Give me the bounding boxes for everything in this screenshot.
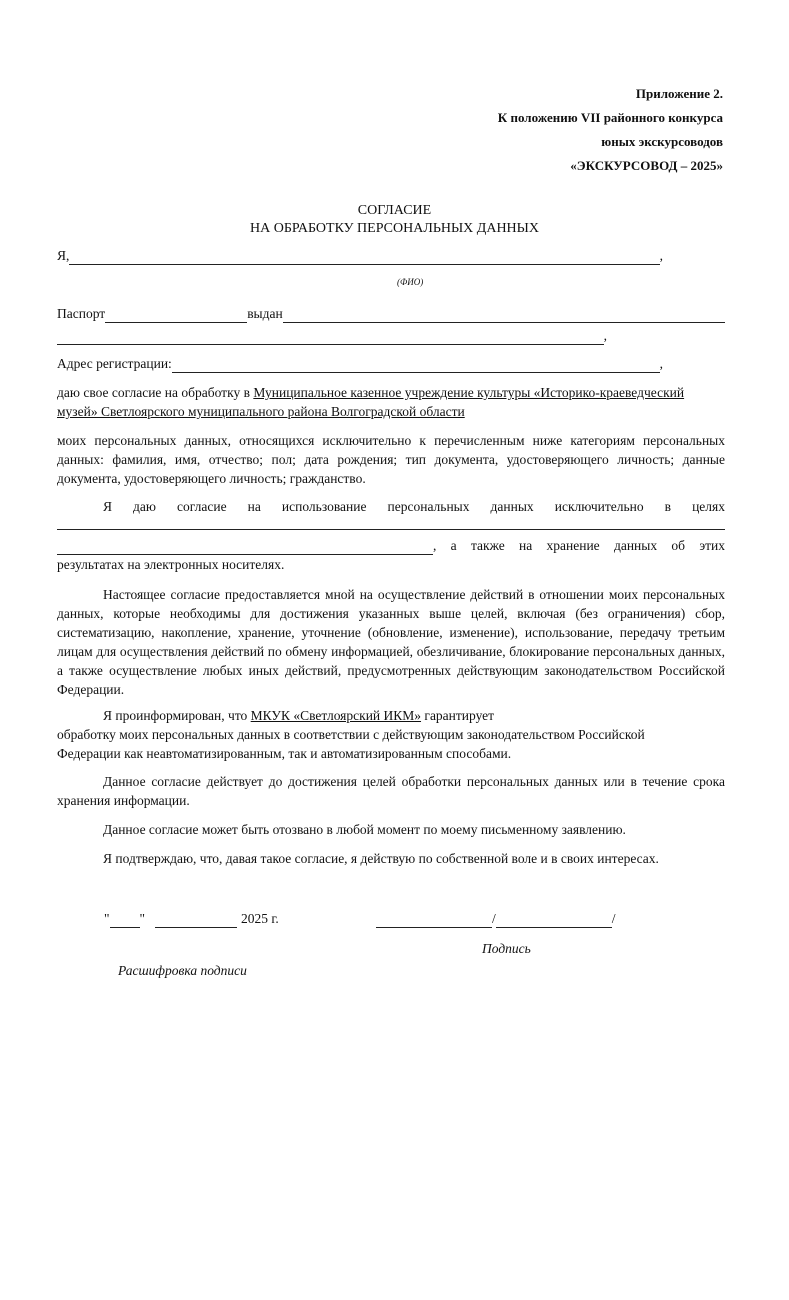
consent-organization	[57, 383, 725, 421]
appendix-number: Приложение 2.	[635, 86, 723, 101]
passport-issued-field-continued[interactable]	[57, 331, 604, 345]
purpose-row-2	[57, 536, 725, 555]
informed-suffix: гарантирует	[421, 708, 495, 723]
validity-paragraph: Данное согласие действует до достижения целей обработки персональных данных или в течение срока хранения информации.	[57, 774, 725, 808]
date-quote-open: "	[104, 911, 110, 926]
signature-slash-2: /	[611, 911, 616, 926]
fio-comma: ,	[659, 248, 663, 263]
categories-paragraph: моих персональных данных, относящихся исключительно к перечисленным ниже категориям персональных данных: фамилия, имя, отчество; пол; дата рождения; тип документа, удостоверяющего личность; данные документа, удостоверяющего личность; гражданство.	[57, 433, 725, 486]
month-field[interactable]	[155, 914, 237, 928]
signature-decoding-field[interactable]	[496, 914, 612, 928]
title-line-2: НА ОБРАБОТКУ ПЕРСОНАЛЬНЫХ ДАННЫХ	[249, 221, 539, 236]
passport-row	[57, 304, 725, 323]
contest-name: «ЭКСКУРСОВОД – 2025»	[570, 158, 723, 173]
purpose-storage-text: , а также на хранение данных об этих	[433, 538, 725, 553]
signature-slash-1: /	[492, 911, 496, 926]
fio-hint: (ФИО)	[397, 277, 424, 287]
actions-paragraph: Настоящее согласие предоставляется мной на осуществление действий в отношении моих персональных данных, которые необходимы для достижения указанных выше целей, включая (без ограничения) сбор, систематизацию, накопление, хранение, уточнение (обновление, изменение), использование, передачу третьим лицам для осуществления действий по обмену информацией, обезличивание, блокирование персональных данных, а также осуществление любых иных действий, предусмотренных действующим законодательством Российской Федерации.	[57, 587, 725, 697]
fio-label: Я,	[57, 248, 70, 263]
informed-line-3: Федерации как неавтоматизированным, так и автоматизированным способами.	[57, 746, 512, 761]
address-label: Адрес регистрации:	[57, 356, 172, 371]
purpose-field-continued[interactable]	[57, 541, 433, 555]
fio-field[interactable]	[69, 251, 659, 265]
date-row	[104, 909, 279, 928]
signature-row	[376, 909, 616, 928]
date-quote-close: "	[139, 911, 146, 926]
address-row	[57, 354, 663, 373]
address-field[interactable]	[172, 359, 660, 373]
year-label: 2025 г.	[241, 911, 279, 926]
revocation-paragraph: Данное согласие может быть отозвано в любой момент по моему письменному заявлению.	[103, 822, 626, 837]
title-line-1: СОГЛАСИЕ	[357, 203, 432, 218]
passport-number-field[interactable]	[105, 309, 247, 323]
consent-prefix: даю свое согласие на обработку в	[57, 385, 254, 400]
informed-organization: МКУК «Светлоярский ИКМ»	[250, 708, 422, 723]
informed-prefix: Я проинформирован, что	[103, 708, 251, 723]
fio-row	[57, 246, 663, 265]
passport-comma: ,	[603, 328, 607, 343]
issued-label: выдан	[247, 306, 283, 321]
passport-row-2	[57, 326, 607, 345]
document-title	[0, 202, 789, 238]
purpose-paragraph-start: Я даю согласие на использование персональных данных исключительно в целях	[103, 499, 725, 514]
purpose-paragraph-end: результатах на электронных носителях.	[57, 557, 285, 572]
informed-paragraph	[57, 706, 725, 763]
informed-line-2: обработку моих персональных данных в соответствии с действующим законодательством Российской	[57, 727, 645, 742]
organization-name-line-1: Муниципальное казенное учреждение культуры «Историко-краеведческий	[253, 385, 685, 400]
signature-decoding-label: Расшифровка подписи	[118, 963, 247, 978]
passport-issued-field[interactable]	[283, 309, 725, 323]
contest-participants: юных экскурсоводов	[601, 134, 723, 149]
day-field[interactable]	[110, 914, 140, 928]
purpose-field[interactable]	[57, 516, 725, 530]
passport-label: Паспорт	[57, 306, 106, 321]
organization-name-line-2: музей» Светлоярского муниципального района Волгоградской области	[57, 404, 465, 419]
regulation-reference: К положению VII районного конкурса	[497, 110, 723, 125]
signature-field[interactable]	[376, 914, 492, 928]
signature-label: Подпись	[482, 941, 531, 956]
purpose-row-1	[57, 516, 725, 530]
appendix-header	[498, 82, 723, 178]
confirmation-paragraph: Я подтверждаю, что, давая такое согласие, я действую по собственной воле и в своих интересах.	[103, 851, 659, 866]
address-comma: ,	[659, 356, 663, 371]
